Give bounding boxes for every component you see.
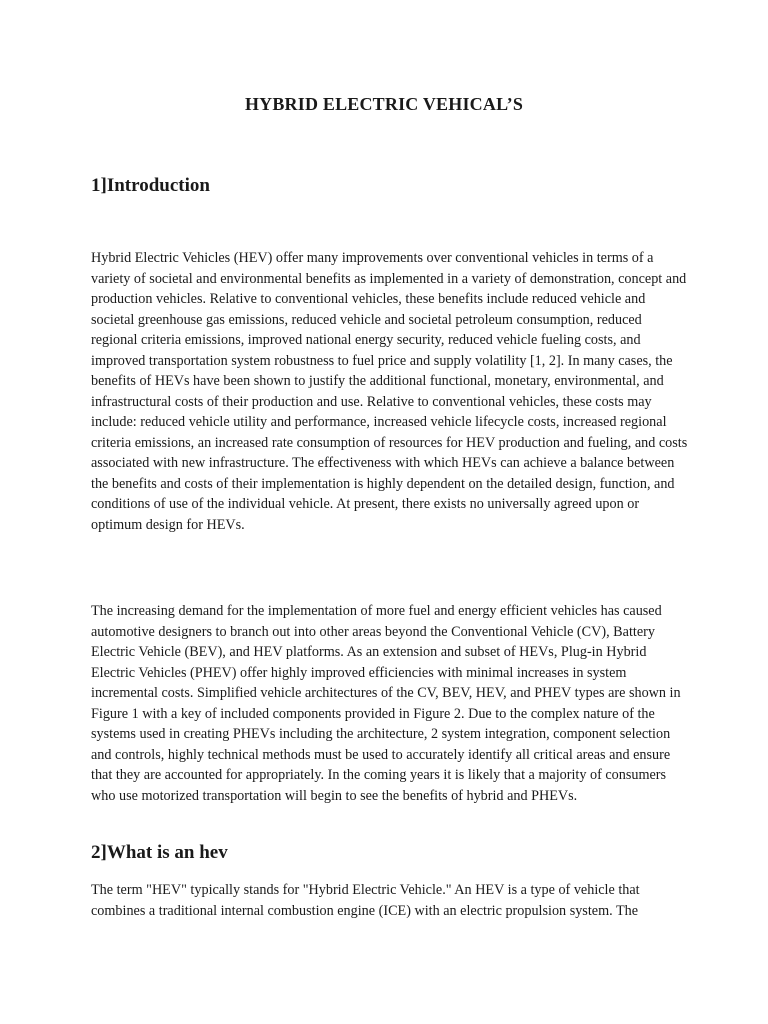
document-title: HYBRID ELECTRIC VEHICAL’S [244,94,524,114]
section-heading-what-is-an-hev: 2]What is an hev [91,842,228,863]
what-is-an-hev-paragraph-1: The term "HEV" typically stands for "Hybrid Electric Vehicle." An HEV is a type of vehicle that combines a traditional internal combustion engine (ICE) with an electric propulsion system. The [91,882,640,919]
introduction-paragraph-1: Hybrid Electric Vehicles (HEV) offer many improvements over conventional vehicles in terms of a variety of societal and environmental benefits as implemented in a variety of demonstration, concept and production vehicles. Relative to conventional vehicles, these benefits include reduced vehicle and societal greenhouse gas emissions, reduced vehicle and societal petroleum consumption, reduced regional criteria emissions, improved national energy security, reduced vehicle fueling costs, and improved transportation system robustness to fuel price and supply volatility [1, 2]. In many cases, the benefits of HEVs have been shown to justify the additional functional, monetary, environmental, and infrastructural costs of their production and use. Relative to conventional vehicles, these costs may include: reduced vehicle utility and performance, increased vehicle lifecycle costs, increased regional criteria emissions, an increased rate consumption of resources for HEV production and fueling, and costs associated with new infrastructure. The effectiveness with which HEVs can achieve a balance between the benefits and costs of their implementation is highly dependent on the detailed design, function, and conditions of use of the individual vehicle. At present, there exists no universally agreed upon or optimum design for HEVs. [91,250,688,533]
introduction-paragraph-2: The increasing demand for the implementation of more fuel and energy efficient vehicles has caused automotive designers to branch out into other areas beyond the Conventional Vehicle (CV), Battery Electric Vehicle (BEV), and HEV platforms. As an extension and subset of HEVs, Plug-in Hybrid Electric Vehicles (PHEV) offer highly improved efficiencies with minimal increases in system incremental costs. Simplified vehicle architectures of the CV, BEV, HEV, and PHEV types are shown in Figure 1 with a key of included components provided in Figure 2. Due to the complex nature of the systems used in creating PHEVs including the architecture, 2 system integration, component selection and controls, highly technical methods must be used to accurately identify all critical areas and ensure that they are accounted for appropriately. In the coming years it is likely that a majority of consumers who use motorized transportation will begin to see the benefits of hybrid and PHEVs. [91,603,681,804]
section-heading-introduction: 1]Introduction [91,175,210,196]
